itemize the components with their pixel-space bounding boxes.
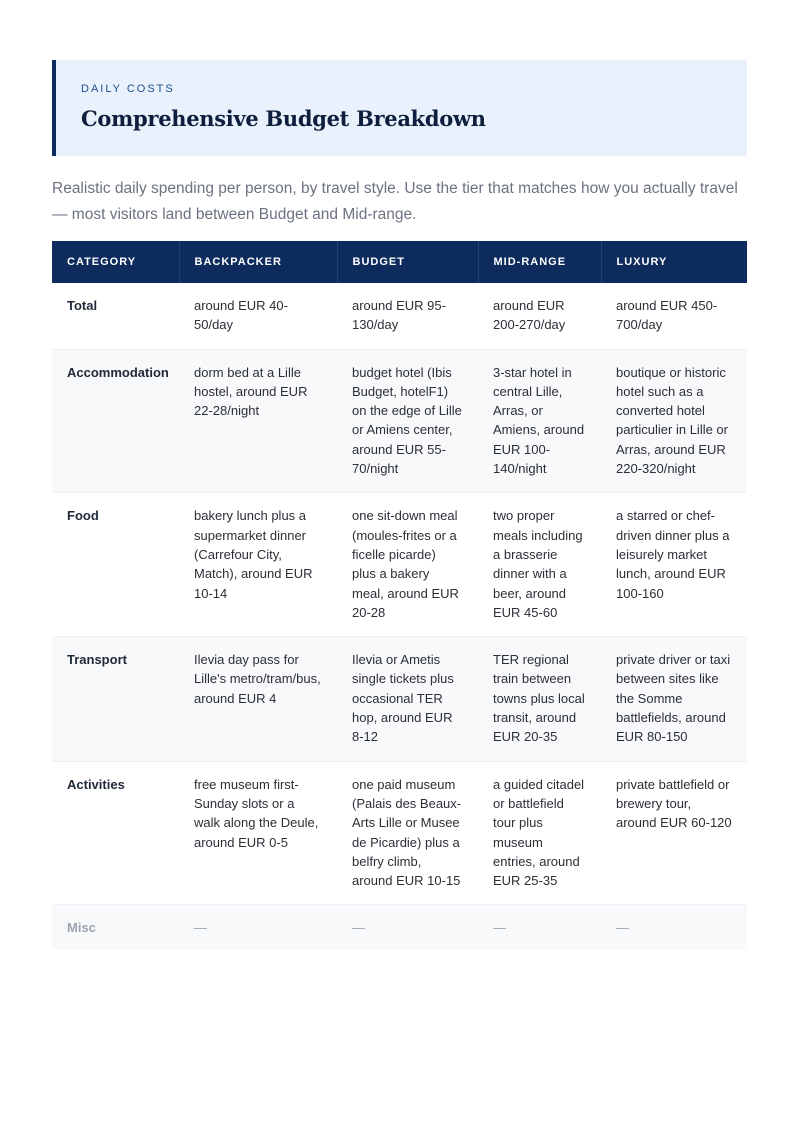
cell-mid-range: — xyxy=(478,905,601,950)
cell-mid-range: around EUR 200-270/day xyxy=(478,283,601,349)
cell-backpacker: Ilevia day pass for Lille's metro/tram/bus, around EUR 4 xyxy=(179,637,337,761)
cell-luxury: private battlefield or brewery tour, around EUR 60-120 xyxy=(601,761,747,905)
cell-backpacker: bakery lunch plus a supermarket dinner (Carrefour City, Match), around EUR 10-14 xyxy=(179,493,337,637)
column-header-budget: BUDGET xyxy=(337,241,478,283)
row-category: Accommodation xyxy=(52,349,179,493)
row-category: Total xyxy=(52,283,179,349)
cell-mid-range: two proper meals including a brasserie dinner with a beer, around EUR 45-60 xyxy=(478,493,601,637)
row-category: Misc xyxy=(52,905,179,950)
cell-budget: — xyxy=(337,905,478,950)
cell-budget: one paid museum (Palais des Beaux-Arts Lille or Musee de Picardie) plus a belfry climb, around EUR 10-15 xyxy=(337,761,478,905)
intro-text: Realistic daily spending per person, by travel style. Use the tier that matches how you actually travel — most visitors land between Budget and Mid-range. xyxy=(52,180,738,223)
budget-table xyxy=(52,241,747,950)
section-header xyxy=(52,60,747,156)
cell-luxury: boutique or historic hotel such as a converted hotel particulier in Lille or Arras, around EUR 220-320/night xyxy=(601,349,747,493)
column-header-mid-range: MID-RANGE xyxy=(478,241,601,283)
cell-backpacker: around EUR 40-50/day xyxy=(179,283,337,349)
cell-backpacker: — xyxy=(179,905,337,950)
cell-luxury: a starred or chef-driven dinner plus a leisurely market lunch, around EUR 100-160 xyxy=(601,493,747,637)
row-category: Activities xyxy=(52,761,179,905)
cell-luxury: — xyxy=(601,905,747,950)
row-category: Food xyxy=(52,493,179,637)
table-row-total xyxy=(52,283,747,349)
column-header-luxury: LUXURY xyxy=(601,241,747,283)
page-title: Comprehensive Budget Breakdown xyxy=(81,106,486,131)
table-row-misc xyxy=(52,905,747,950)
cell-mid-range: TER regional train between towns plus local transit, around EUR 20-35 xyxy=(478,637,601,761)
cell-luxury: around EUR 450-700/day xyxy=(601,283,747,349)
section-eyebrow: DAILY COSTS xyxy=(81,83,175,95)
cell-budget: one sit-down meal (moules-frites or a ficelle picarde) plus a bakery meal, around EUR 20-28 xyxy=(337,493,478,637)
table-row-transport xyxy=(52,637,747,761)
row-category: Transport xyxy=(52,637,179,761)
column-header-category: CATEGORY xyxy=(52,241,179,283)
column-header-backpacker: BACKPACKER xyxy=(179,241,337,283)
cell-luxury: private driver or taxi between sites like the Somme battlefields, around EUR 80-150 xyxy=(601,637,747,761)
table-row-accommodation xyxy=(52,349,747,493)
table-header-row xyxy=(52,241,747,283)
table-row-food xyxy=(52,493,747,637)
cell-mid-range: a guided citadel or battlefield tour plus museum entries, around EUR 25-35 xyxy=(478,761,601,905)
cell-backpacker: free museum first-Sunday slots or a walk along the Deule, around EUR 0-5 xyxy=(179,761,337,905)
cell-budget: Ilevia or Ametis single tickets plus occasional TER hop, around EUR 8-12 xyxy=(337,637,478,761)
table-row-activities xyxy=(52,761,747,905)
cell-mid-range: 3-star hotel in central Lille, Arras, or Amiens, around EUR 100-140/night xyxy=(478,349,601,493)
cell-backpacker: dorm bed at a Lille hostel, around EUR 22-28/night xyxy=(179,349,337,493)
cell-budget: budget hotel (Ibis Budget, hotelF1) on the edge of Lille or Amiens center, around EUR 55-70/night xyxy=(337,349,478,493)
cell-budget: around EUR 95-130/day xyxy=(337,283,478,349)
